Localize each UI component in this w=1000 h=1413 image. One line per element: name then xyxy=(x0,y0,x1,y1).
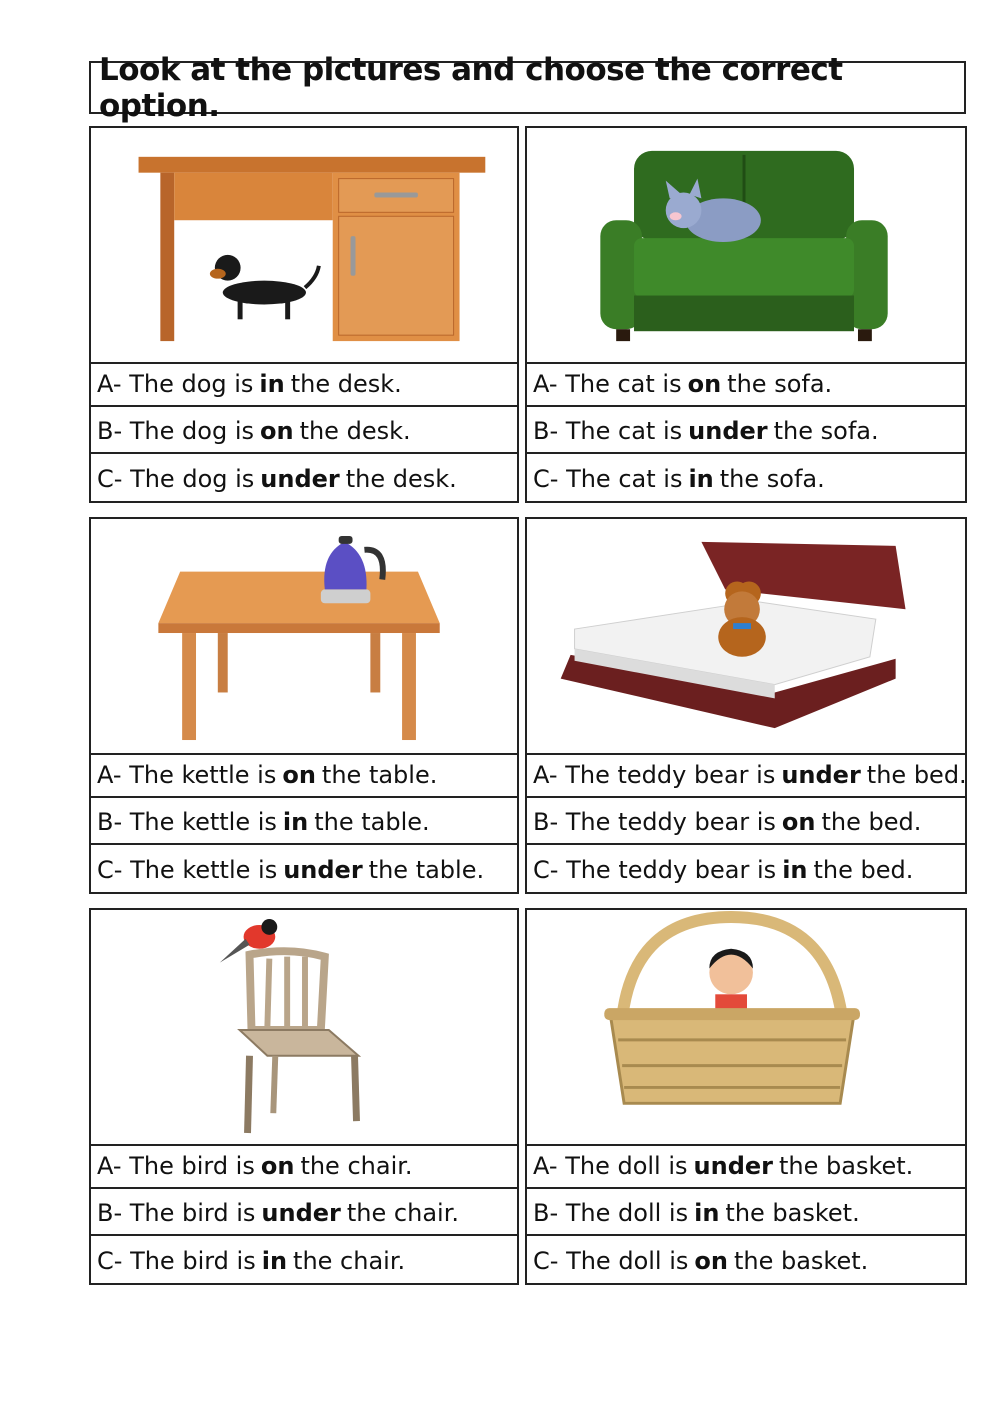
question-panel-bird xyxy=(89,908,519,1285)
question-panel-cat xyxy=(525,126,967,503)
doll-in-basket-image xyxy=(527,910,965,1144)
worksheet-title: Look at the pictures and choose the correct option. xyxy=(89,61,966,114)
option-c[interactable]: C- The cat is in the sofa. xyxy=(533,464,825,493)
option-a[interactable]: A- The doll is under the basket. xyxy=(527,1144,965,1189)
kettle-on-table-image xyxy=(91,519,517,753)
option-a[interactable]: A- The bird is on the chair. xyxy=(91,1144,517,1189)
option-a[interactable]: A- The kettle is on the table. xyxy=(91,753,517,798)
teddy-bear-on-bed-image xyxy=(527,519,965,753)
option-a[interactable]: A- The dog is in the desk. xyxy=(91,362,517,407)
dog-desk-picture xyxy=(91,128,517,364)
teddy-bed-picture xyxy=(527,519,965,755)
option-a[interactable]: A- The teddy bear is under the bed. xyxy=(527,753,965,798)
option-c[interactable]: C- The doll is on the basket. xyxy=(533,1246,869,1275)
question-panel-teddy xyxy=(525,517,967,894)
option-b[interactable]: B- The teddy bear is on the bed. xyxy=(527,800,965,845)
option-b[interactable]: B- The cat is under the sofa. xyxy=(527,409,965,454)
option-c[interactable]: C- The dog is under the desk. xyxy=(97,464,457,493)
doll-basket-picture xyxy=(527,910,965,1146)
option-c[interactable]: C- The bird is in the chair. xyxy=(97,1246,406,1275)
question-panel-kettle xyxy=(89,517,519,894)
option-b[interactable]: B- The dog is on the desk. xyxy=(91,409,517,454)
question-panel-dog xyxy=(89,126,519,503)
cat-on-sofa-image xyxy=(527,128,965,362)
dog-under-desk-image xyxy=(91,128,517,362)
bird-on-chair-image xyxy=(91,910,517,1144)
option-c[interactable]: C- The kettle is under the table. xyxy=(97,855,485,884)
option-c[interactable]: C- The teddy bear is in the bed. xyxy=(533,855,914,884)
option-b[interactable]: B- The kettle is in the table. xyxy=(91,800,517,845)
question-panel-doll xyxy=(525,908,967,1285)
cat-sofa-picture xyxy=(527,128,965,364)
option-b[interactable]: B- The bird is under the chair. xyxy=(91,1191,517,1236)
option-a[interactable]: A- The cat is on the sofa. xyxy=(527,362,965,407)
kettle-table-picture xyxy=(91,519,517,755)
bird-chair-picture xyxy=(91,910,517,1146)
option-b[interactable]: B- The doll is in the basket. xyxy=(527,1191,965,1236)
